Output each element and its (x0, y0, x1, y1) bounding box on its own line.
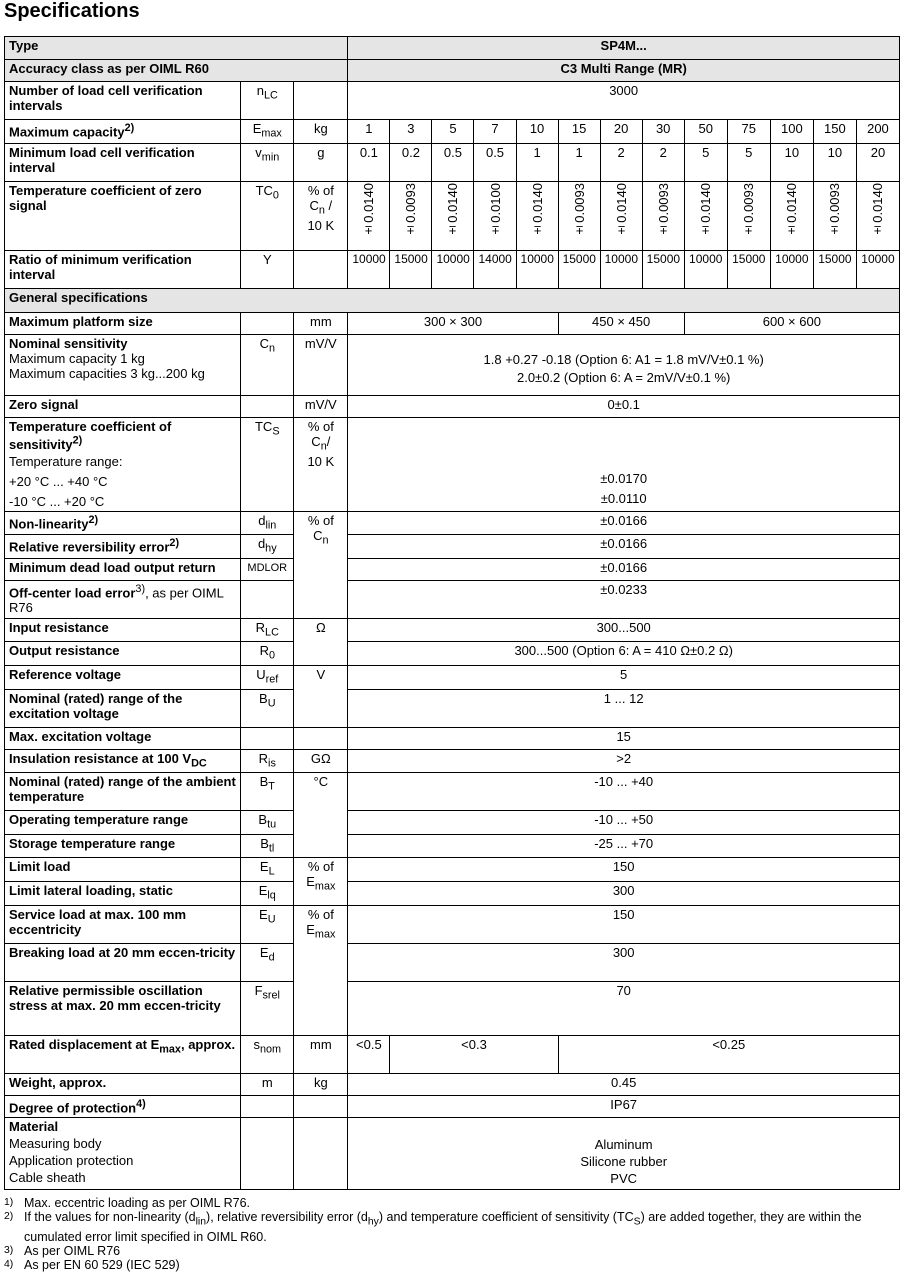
weight-value: 0.45 (348, 1073, 900, 1095)
emax-unit: kg (294, 120, 348, 144)
max-excitation-unit (294, 727, 348, 749)
footnote-4: 4) As per EN 60 529 (IEC 529) (4, 1257, 180, 1272)
limit-load-label: Limit load (5, 858, 241, 882)
displacement-value: <0.3 (390, 1035, 558, 1073)
limit-load-row (5, 858, 900, 882)
ratio-value: 10000 (684, 250, 727, 288)
output-res-symbol: $R_0$ (241, 642, 294, 666)
ohm-unit: Ω (294, 618, 348, 665)
vmin-value: 1 (558, 143, 600, 181)
nonlin-label: Non-linearity$^{2)}$ (5, 511, 241, 535)
volt-unit: V (294, 665, 348, 727)
revers-label: Relative reversibility error$^{2)}$ (5, 535, 241, 559)
excitation-value: 1 ... 12 (348, 689, 900, 727)
displacement-row (5, 1035, 900, 1073)
displacement-symbol: $s_{nom}$ (241, 1035, 294, 1073)
oscillation-row (5, 981, 900, 1035)
tc0-value: ±0.0100 (474, 181, 516, 250)
oscillation-label: Relative permissible oscillation stress at max. 20 mm eccen-tricity (5, 981, 241, 1035)
max-excitation-row (5, 727, 900, 749)
operating-symbol: $B_{tu}$ (241, 811, 294, 835)
platform-value: 300 × 300 (348, 312, 558, 334)
weight-symbol: m (241, 1073, 294, 1095)
emax-value: 75 (727, 120, 770, 144)
tc0-value: ±0.0093 (642, 181, 684, 250)
sensitivity-value: 1.8 +0.27 -0.18 (Option 6: A1 = 1.8 mV/V±0.1 %) 2.0±0.2 (Option 6: A = 2mV/V±0.1 %) (348, 334, 900, 395)
nlc-label: Number of load cell verification intervals (5, 82, 241, 120)
vmin-symbol: $v_{min}$ (241, 143, 294, 181)
type-value: SP4M... (348, 37, 900, 60)
ratio-value: 14000 (474, 250, 516, 288)
vmin-value: 5 (684, 143, 727, 181)
ref-voltage-label: Reference voltage (5, 665, 241, 689)
storage-row (5, 834, 900, 858)
operating-value: -10 ... +50 (348, 811, 900, 835)
max-excitation-symbol (241, 727, 294, 749)
tc0-value: ±0.0093 (813, 181, 856, 250)
limit-lateral-label: Limit lateral loading, static (5, 881, 241, 905)
material-label: Material Measuring body Application protection Cable sheath (5, 1117, 241, 1189)
type-row (5, 37, 900, 60)
ratio-value: 10000 (600, 250, 642, 288)
ratio-value: 15000 (558, 250, 600, 288)
service-load-value: 150 (348, 905, 900, 943)
vmin-value: 20 (856, 143, 899, 181)
limit-lateral-row (5, 881, 900, 905)
tc0-value: ±0.0093 (390, 181, 432, 250)
input-res-symbol: $R_{LC}$ (241, 618, 294, 642)
limit-load-value: 150 (348, 858, 900, 882)
emax-symbol: $E_{max}$ (241, 120, 294, 144)
tc0-value: ±0.0093 (727, 181, 770, 250)
storage-value: -25 ... +70 (348, 834, 900, 858)
vmin-value: 0.2 (390, 143, 432, 181)
degc-unit: °C (294, 773, 348, 858)
ratio-row (5, 250, 900, 288)
ref-voltage-value: 5 (348, 665, 900, 689)
emax-value: 10 (516, 120, 558, 144)
offcenter-symbol (241, 580, 294, 618)
accuracy-row (5, 60, 900, 82)
zero-signal-label: Zero signal (5, 395, 241, 417)
offcenter-value: ±0.0233 (348, 580, 900, 618)
displacement-label: Rated displacement at $E_{max}$, approx. (5, 1035, 241, 1073)
operating-label: Operating temperature range (5, 811, 241, 835)
tc0-label: Temperature coefficient of zero signal (5, 181, 241, 250)
emax-label: Maximum capacity$^{2)}$ (5, 120, 241, 144)
displacement-value: <0.5 (348, 1035, 390, 1073)
ratio-value: 15000 (390, 250, 432, 288)
insulation-row (5, 749, 900, 773)
offcenter-row (5, 580, 900, 618)
platform-symbol (241, 312, 294, 334)
vmin-value: 5 (727, 143, 770, 181)
protection-symbol (241, 1095, 294, 1117)
emax-row (5, 120, 900, 144)
vmin-value: 10 (813, 143, 856, 181)
emax-value: 30 (642, 120, 684, 144)
vmin-value: 2 (642, 143, 684, 181)
emax-value: 7 (474, 120, 516, 144)
oscillation-value: 70 (348, 981, 900, 1035)
emax-value: 5 (432, 120, 474, 144)
breaking-load-row (5, 943, 900, 981)
nlc-unit (294, 82, 348, 120)
tcs-symbol: $TC_S$ (241, 417, 294, 511)
insulation-value: >2 (348, 749, 900, 773)
displacement-value: <0.25 (558, 1035, 899, 1073)
revers-value: ±0.0166 (348, 535, 900, 559)
pct-emax-unit: % of $E_{max}$ (294, 858, 348, 905)
emax-value: 3 (390, 120, 432, 144)
material-value: Aluminum Silicone rubber PVC (348, 1117, 900, 1189)
emax-value: 200 (856, 120, 899, 144)
emax-value: 50 (684, 120, 727, 144)
accuracy-label: Accuracy class as per OIML R60 (5, 60, 348, 82)
zero-signal-unit: mV/V (294, 395, 348, 417)
vmin-value: 0.5 (432, 143, 474, 181)
protection-row (5, 1095, 900, 1117)
storage-label: Storage temperature range (5, 834, 241, 858)
sensitivity-row (5, 334, 900, 395)
limit-load-symbol: $E_L$ (241, 858, 294, 882)
zero-signal-symbol (241, 395, 294, 417)
input-res-value: 300...500 (348, 618, 900, 642)
weight-row (5, 1073, 900, 1095)
offcenter-label: Off-center load error$^{3)}$, as per OIML R76 (5, 580, 241, 618)
insulation-label: Insulation resistance at 100 $V_{DC}$ (5, 749, 241, 773)
tc0-symbol: $TC_0$ (241, 181, 294, 250)
storage-symbol: $B_{tl}$ (241, 834, 294, 858)
tc0-value: ±0.0140 (348, 181, 390, 250)
oscillation-symbol: $F_{srel}$ (241, 981, 294, 1035)
service-load-label: Service load at max. 100 mm eccentricity (5, 905, 241, 943)
weight-unit: kg (294, 1073, 348, 1095)
tc0-value: ±0.0140 (516, 181, 558, 250)
type-label: Type (5, 37, 348, 60)
mdlor-value: ±0.0166 (348, 558, 900, 580)
limit-lateral-value: 300 (348, 881, 900, 905)
ambient-symbol: $B_T$ (241, 773, 294, 811)
ratio-symbol: Y (241, 250, 294, 288)
footnote-3: 3) As per OIML R76 (4, 1243, 121, 1258)
sensitivity-symbol: $C_n$ (241, 334, 294, 395)
platform-unit: mm (294, 312, 348, 334)
platform-value: 600 × 600 (684, 312, 899, 334)
general-header: General specifications (5, 288, 900, 312)
tc0-value: ±0.0140 (770, 181, 813, 250)
ratio-value: 10000 (432, 250, 474, 288)
insulation-symbol: $R_{is}$ (241, 749, 294, 773)
tcs-unit: % of $C_n/$ 10 K (294, 417, 348, 511)
output-res-row (5, 642, 900, 666)
ratio-value: 10000 (770, 250, 813, 288)
emax-value: 100 (770, 120, 813, 144)
mdlor-label: Minimum dead load output return (5, 558, 241, 580)
vmin-row (5, 143, 900, 181)
revers-symbol: $d_{hy}$ (241, 535, 294, 559)
output-res-label: Output resistance (5, 642, 241, 666)
general-header-row (5, 288, 900, 312)
service-load-row (5, 905, 900, 943)
protection-label: Degree of protection$^{4)}$ (5, 1095, 241, 1117)
platform-value: 450 × 450 (558, 312, 684, 334)
operating-row (5, 811, 900, 835)
excitation-row (5, 689, 900, 727)
zero-signal-value: 0±0.1 (348, 395, 900, 417)
ref-voltage-symbol: $U_{ref}$ (241, 665, 294, 689)
ratio-value: 10000 (516, 250, 558, 288)
ratio-unit (294, 250, 348, 288)
material-unit (294, 1117, 348, 1189)
vmin-unit: g (294, 143, 348, 181)
footnote-2: 2) If the values for non-linearity $(d_{lin})$, relative reversibility error $(d_{hy})$ and temperature coefficient of sensitivity $(TC_S)$ are added together, they are within the cumulated error limit specified in OIML R60. (4, 1210, 862, 1244)
protection-value: IP67 (348, 1095, 900, 1117)
vmin-value: 1 (516, 143, 558, 181)
tcs-label: Temperature coefficient of sensitivity$^{2)}$ Temperature range: +20 °C ... +40 °C -10 °C ... +20 °C (5, 417, 241, 511)
tc0-value: ±0.0140 (856, 181, 899, 250)
vmin-label: Minimum load cell verification interval (5, 143, 241, 181)
nlc-row (5, 82, 900, 120)
ratio-label: Ratio of minimum verification interval (5, 250, 241, 288)
sensitivity-label: Nominal sensitivity Maximum capacity 1 kg Maximum capacities 3 kg...200 kg (5, 334, 241, 395)
ref-voltage-row (5, 665, 900, 689)
tc0-row (5, 181, 900, 250)
ratio-value: 10000 (348, 250, 390, 288)
emax-value: 15 (558, 120, 600, 144)
emax-value: 1 (348, 120, 390, 144)
input-res-row (5, 618, 900, 642)
breaking-load-label: Breaking load at 20 mm eccen-tricity (5, 943, 241, 981)
protection-unit (294, 1095, 348, 1117)
footnote-1: 1) Max. eccentric loading as per OIML R76. (4, 1196, 251, 1210)
output-res-value: 300...500 (Option 6: A = 410 Ω±0.2 Ω) (348, 642, 900, 666)
footnotes (4, 1196, 900, 1272)
emax-value: 20 (600, 120, 642, 144)
tcs-row (5, 417, 900, 511)
breaking-load-value: 300 (348, 943, 900, 981)
material-row (5, 1117, 900, 1189)
platform-label: Maximum platform size (5, 312, 241, 334)
ambient-value: -10 ... +40 (348, 773, 900, 811)
page-title: Specifications (4, 0, 140, 22)
breaking-load-symbol: $E_d$ (241, 943, 294, 981)
platform-row (5, 312, 900, 334)
excitation-symbol: $B_U$ (241, 689, 294, 727)
pct-emax-unit-2: % of $E_{max}$ (294, 905, 348, 1035)
accuracy-value: C3 Multi Range (MR) (348, 60, 900, 82)
nlc-value: 3000 (348, 82, 900, 120)
vmin-value: 2 (600, 143, 642, 181)
vmin-value: 0.5 (474, 143, 516, 181)
tc0-value: ±0.0140 (600, 181, 642, 250)
tc0-value: ±0.0140 (432, 181, 474, 250)
tc0-value: ±0.0093 (558, 181, 600, 250)
ratio-value: 15000 (813, 250, 856, 288)
tcs-value: ±0.0170 ±0.0110 (348, 417, 900, 511)
ambient-label: Nominal (rated) range of the ambient temperature (5, 773, 241, 811)
pct-cn-unit: % of $C_n$ (294, 511, 348, 618)
max-excitation-label: Max. excitation voltage (5, 727, 241, 749)
limit-lateral-symbol: $E_{lq}$ (241, 881, 294, 905)
nlc-symbol: $n_{LC}$ (241, 82, 294, 120)
input-res-label: Input resistance (5, 618, 241, 642)
nonlin-symbol: $d_{lin}$ (241, 511, 294, 535)
max-excitation-value: 15 (348, 727, 900, 749)
ambient-row (5, 773, 900, 811)
zero-signal-row (5, 395, 900, 417)
tc0-value: ±0.0140 (684, 181, 727, 250)
specifications-table (4, 36, 900, 1190)
vmin-value: 0.1 (348, 143, 390, 181)
nonlin-value: ±0.0166 (348, 511, 900, 535)
ratio-value: 15000 (642, 250, 684, 288)
nonlin-row (5, 511, 900, 535)
displacement-unit: mm (294, 1035, 348, 1073)
mdlor-symbol: MDLOR (241, 558, 294, 580)
weight-label: Weight, approx. (5, 1073, 241, 1095)
sensitivity-unit: mV/V (294, 334, 348, 395)
insulation-unit: GΩ (294, 749, 348, 773)
vmin-value: 10 (770, 143, 813, 181)
revers-row (5, 535, 900, 559)
ratio-value: 15000 (727, 250, 770, 288)
excitation-label: Nominal (rated) range of the excitation voltage (5, 689, 241, 727)
ratio-value: 10000 (856, 250, 899, 288)
material-symbol (241, 1117, 294, 1189)
tc0-unit: % of $C_n$ / 10 K (294, 181, 348, 250)
emax-value: 150 (813, 120, 856, 144)
mdlor-row (5, 558, 900, 580)
service-load-symbol: $E_U$ (241, 905, 294, 943)
